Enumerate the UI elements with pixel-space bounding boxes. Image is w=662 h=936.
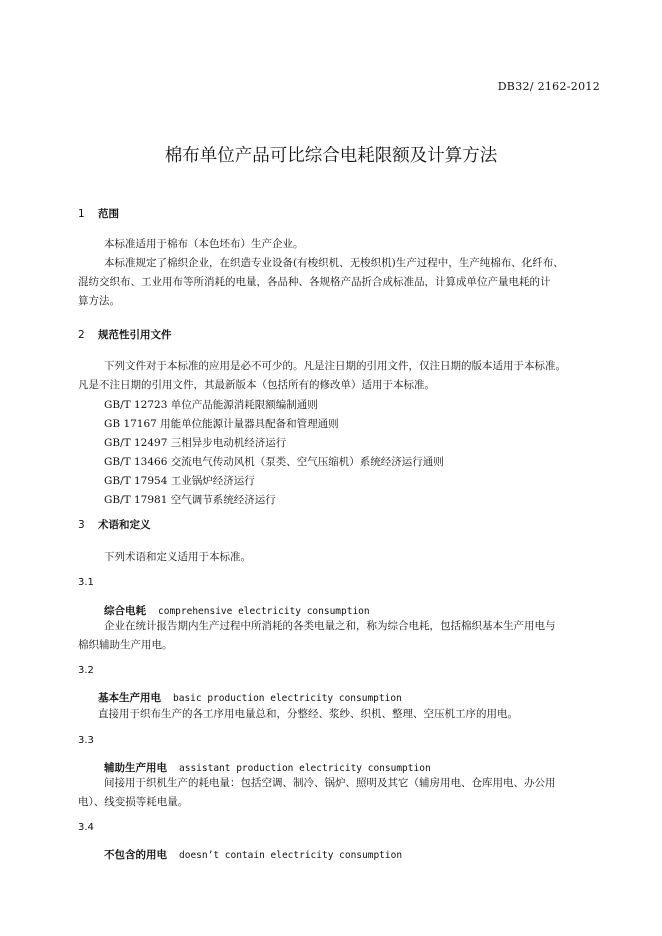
definition-line: 企业在统计报告期内生产过程中所消耗的各类电量之和，称为综合电耗，包括棉织基本生产用电与 (104, 620, 556, 632)
section-1-heading (78, 206, 119, 221)
paragraph-line: 本标准规定了棉织企业，在织造专业设备(有梭织机、无梭织机)生产过程中，生产纯棉布、化纤布、 (104, 257, 564, 269)
term-entry (104, 847, 402, 862)
section-number: 1 (78, 208, 85, 220)
paragraph-line: 下列文件对于本标准的应用是必不可少的。凡是注日期的引用文件，仅注日期的版本适用于本标准。 (104, 360, 566, 372)
section-title: 术语和定义 (98, 519, 151, 531)
section-title: 规范性引用文件 (98, 329, 172, 341)
paragraph: 本标准适用于棉布（本色坯布）生产企业。 (104, 238, 304, 250)
definition-line: 直接用于织布生产的各工序用电量总和，分整经、浆纱、织机、整理、空压机工序的用电。 (98, 708, 518, 720)
section-3-heading (78, 517, 151, 532)
term-chinese: 不包含的用电 (104, 849, 167, 861)
definition-line: 间接用于织机生产的耗电量：包括空调、制冷、锅炉、照明及其它（辅房用电、仓库用电、办公用 (104, 777, 556, 789)
document-title: 棉布单位产品可比综合电耗限额及计算方法 (164, 146, 498, 166)
term-english: assistant production electricity consumption (179, 763, 431, 774)
reference-item: GB/T 12497 三相异步电动机经济运行 (104, 437, 287, 449)
reference-item: GB/T 17981 空气调节系统经济运行 (104, 494, 276, 506)
section-2-heading (78, 327, 172, 342)
definition-line: 电）、线变损等耗电量。 (78, 796, 189, 808)
term-english: comprehensive electricity consumption (158, 606, 370, 617)
term-entry (104, 760, 431, 775)
section-title: 范围 (98, 208, 119, 220)
subsection-number: 3.4 (78, 822, 94, 833)
paragraph: 下列术语和定义适用于本标准。 (104, 551, 251, 563)
subsection-number: 3.2 (78, 665, 94, 676)
term-entry (98, 690, 402, 705)
term-chinese: 综合电耗 (104, 605, 146, 617)
term-chinese: 基本生产用电 (98, 692, 161, 704)
term-english: doesn’t contain electricity consumption (179, 850, 403, 861)
subsection-number: 3.1 (78, 577, 94, 588)
section-number: 3 (78, 519, 85, 531)
section-number: 2 (78, 329, 85, 341)
definition-line: 棉织辅助生产用电。 (78, 639, 173, 651)
document-number: DB32/ 2162-2012 (497, 80, 600, 93)
term-chinese: 辅助生产用电 (104, 762, 167, 774)
reference-item: GB/T 13466 交流电气传动风机（泵类、空气压缩机）系统经济运行通则 (104, 456, 444, 468)
paragraph-line: 算方法。 (78, 295, 120, 307)
reference-item: GB/T 12723 单位产品能源消耗限额编制通则 (104, 399, 318, 411)
reference-item: GB 17167 用能单位能源计量器具配备和管理通则 (104, 418, 339, 430)
subsection-number: 3.3 (78, 735, 94, 746)
term-entry (104, 603, 370, 618)
paragraph-line: 凡是不注日期的引用文件，其最新版本（包括所有的修改单）适用于本标准。 (78, 379, 435, 391)
reference-item: GB/T 17954 工业锅炉经济运行 (104, 475, 255, 487)
term-english: basic production electricity consumption (173, 693, 402, 704)
paragraph-line: 混纺交织布、工业用布等所消耗的电量，各品种、各规格产品折合成标准品，计算成单位产量电耗的计 (78, 276, 551, 288)
